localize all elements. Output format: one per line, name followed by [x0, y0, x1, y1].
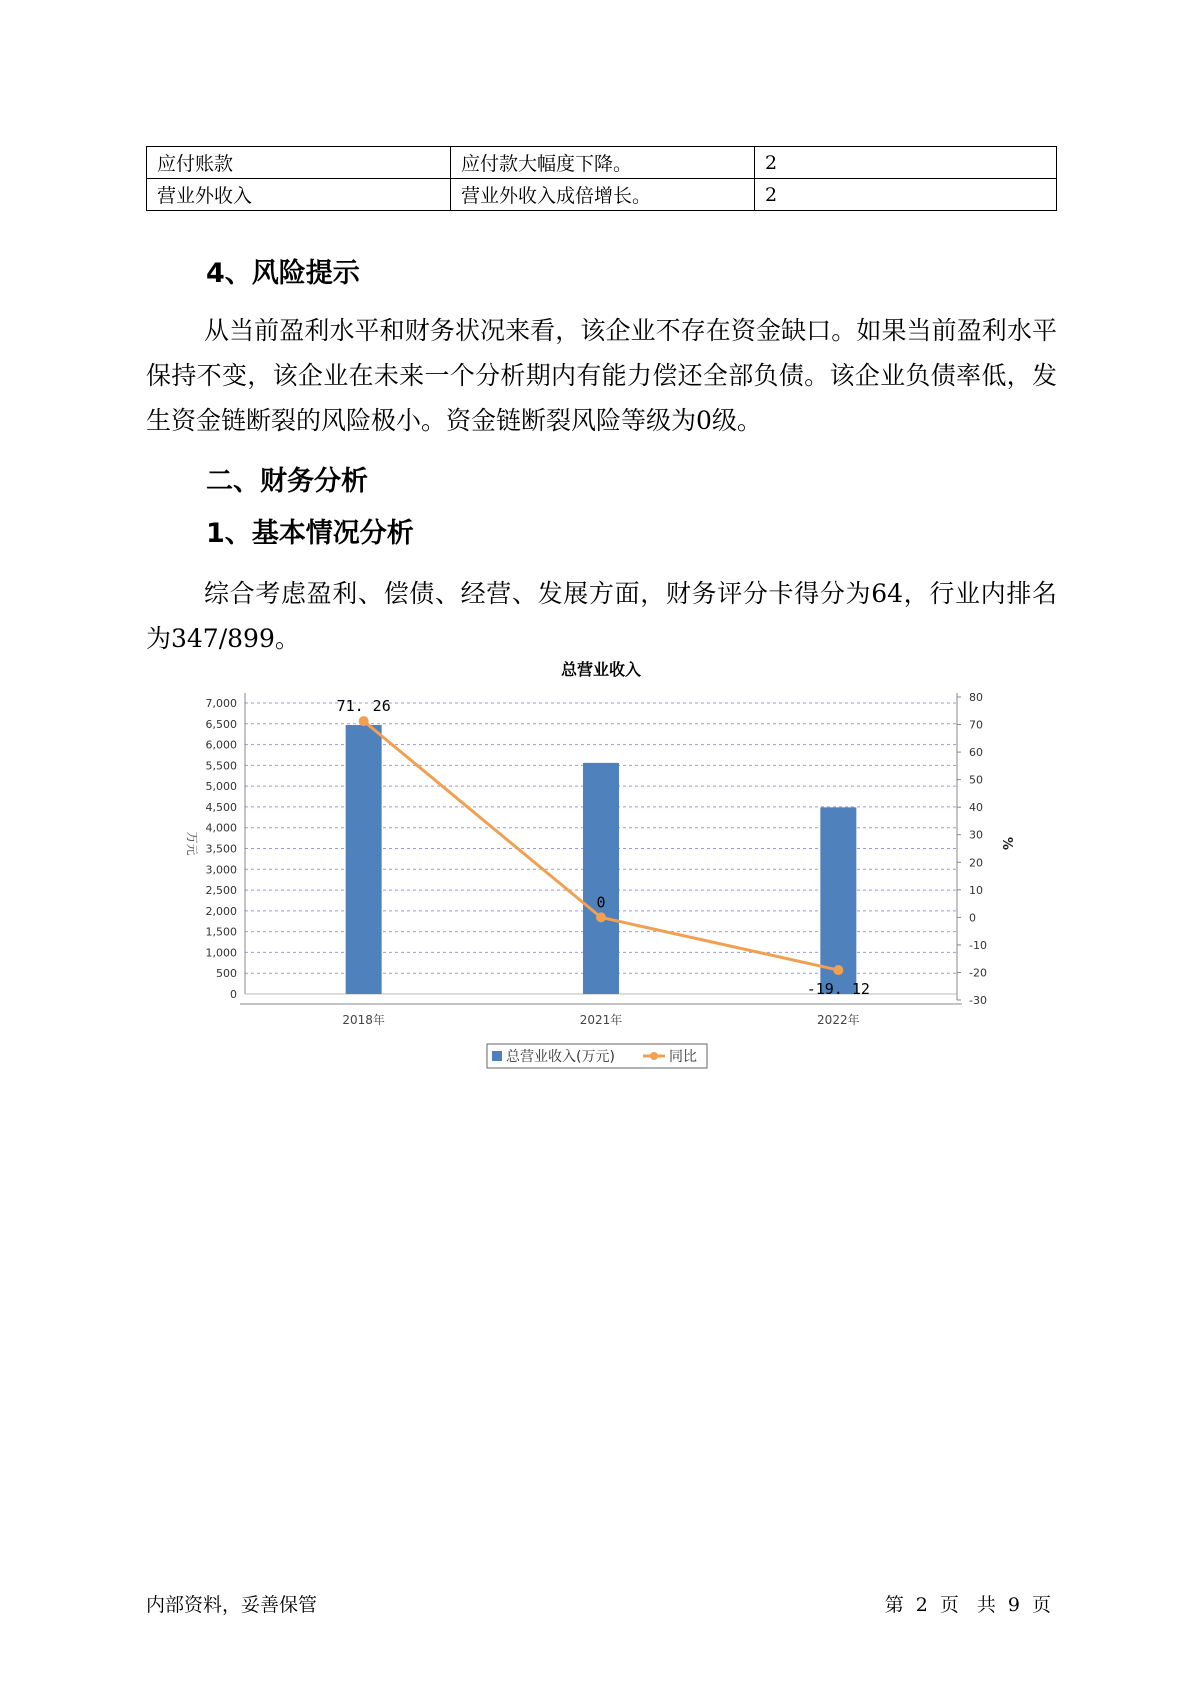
- table-cell: 营业外收入成倍增长。: [451, 179, 755, 211]
- x-tick-label: 2021年: [579, 1013, 623, 1027]
- table-row: [147, 147, 1057, 179]
- legend-swatch-bar: [492, 1051, 502, 1061]
- y-tick-label: 1,000: [205, 946, 237, 960]
- data-label: -19. 12: [806, 980, 870, 999]
- legend-label: 同比: [669, 1049, 697, 1065]
- table-cell: 2: [755, 147, 1057, 179]
- y2-tick-label: 10: [969, 883, 983, 897]
- y2-tick-label: -20: [969, 966, 987, 980]
- legend-label: 总营业收入(万元): [506, 1049, 615, 1065]
- legend-swatch-point: [650, 1052, 658, 1060]
- y2-tick-label: 70: [969, 718, 983, 732]
- y-tick-label: 3,000: [205, 863, 237, 877]
- indicator-table: [146, 146, 1057, 211]
- y-tick-label: 6,500: [205, 717, 237, 731]
- y2-tick-label: 50: [969, 773, 983, 787]
- y2-tick-label: 0: [969, 911, 976, 925]
- data-label: 71. 26: [336, 697, 391, 716]
- risk-paragraph: 从当前盈利水平和财务状况来看，该企业不存在资金缺口。如果当前盈利水平保持不变，该企业在未来一个分析期内有能力偿还全部负债。该企业负债率低，发生资金链断裂的风险极小。资金链断裂风险等级为0级。: [146, 316, 1057, 435]
- yoy-point: [359, 716, 369, 726]
- y-tick-label: 500: [216, 967, 237, 981]
- y2-tick-label: 30: [969, 828, 983, 842]
- y-tick-label: 0: [230, 988, 237, 1001]
- y-tick-label: 1,500: [205, 925, 237, 939]
- page-label: 页: [1031, 1594, 1051, 1616]
- section-heading-risk: 4、风险提示: [206, 258, 360, 289]
- y-tick-label: 6,000: [205, 738, 237, 752]
- table-cell: 2: [755, 179, 1057, 211]
- y-tick-label: 4,000: [205, 821, 237, 835]
- table-row: [147, 179, 1057, 211]
- y2-tick-label: -30: [969, 994, 987, 1007]
- bar: [346, 725, 382, 994]
- y-tick-label: 7,000: [205, 697, 237, 710]
- y2-tick-label: 20: [969, 856, 983, 870]
- y-tick-label: 4,500: [205, 800, 237, 814]
- y-axis-label: 万元: [185, 831, 199, 856]
- chart-title: 总营业收入: [560, 660, 642, 679]
- x-tick-label: 2018年: [342, 1013, 385, 1027]
- section-heading-financial: 二、财务分析: [206, 466, 368, 497]
- x-tick-label: 2022年: [817, 1013, 860, 1027]
- table-cell: 应付款大幅度下降。: [451, 147, 755, 179]
- yoy-point: [833, 965, 843, 975]
- y2-axis-label: %: [999, 836, 1014, 851]
- page-label: 共: [976, 1594, 996, 1616]
- bar: [583, 763, 619, 994]
- y-tick-label: 3,500: [205, 842, 237, 856]
- table-cell: 应付账款: [147, 147, 451, 179]
- page-number: [879, 1590, 1057, 1617]
- y-tick-label: 2,000: [205, 904, 237, 918]
- y2-tick-label: -10: [969, 938, 987, 952]
- y2-tick-label: 40: [969, 801, 983, 815]
- y2-tick-label: 60: [969, 746, 983, 760]
- footer-confidential: 内部资料，妥善保管: [146, 1594, 318, 1616]
- data-label: 0: [596, 893, 606, 912]
- page-total: 9: [1007, 1594, 1020, 1616]
- page-label: 页: [939, 1594, 959, 1616]
- table-cell: 营业外收入: [147, 179, 451, 211]
- y-tick-label: 5,000: [205, 780, 237, 794]
- page-current: 2: [915, 1594, 928, 1616]
- y-tick-label: 5,500: [205, 759, 237, 773]
- y2-tick-label: 80: [969, 691, 983, 704]
- revenue-chart: [180, 660, 1014, 1140]
- yoy-point: [596, 912, 606, 922]
- page-label: 第: [884, 1594, 904, 1616]
- y-tick-label: 2,500: [205, 884, 237, 898]
- subsection-heading-basic: 1、基本情况分析: [206, 518, 414, 549]
- score-paragraph: 综合考虑盈利、偿债、经营、发展方面，财务评分卡得分为64，行业内排名为347/899。: [146, 579, 1057, 653]
